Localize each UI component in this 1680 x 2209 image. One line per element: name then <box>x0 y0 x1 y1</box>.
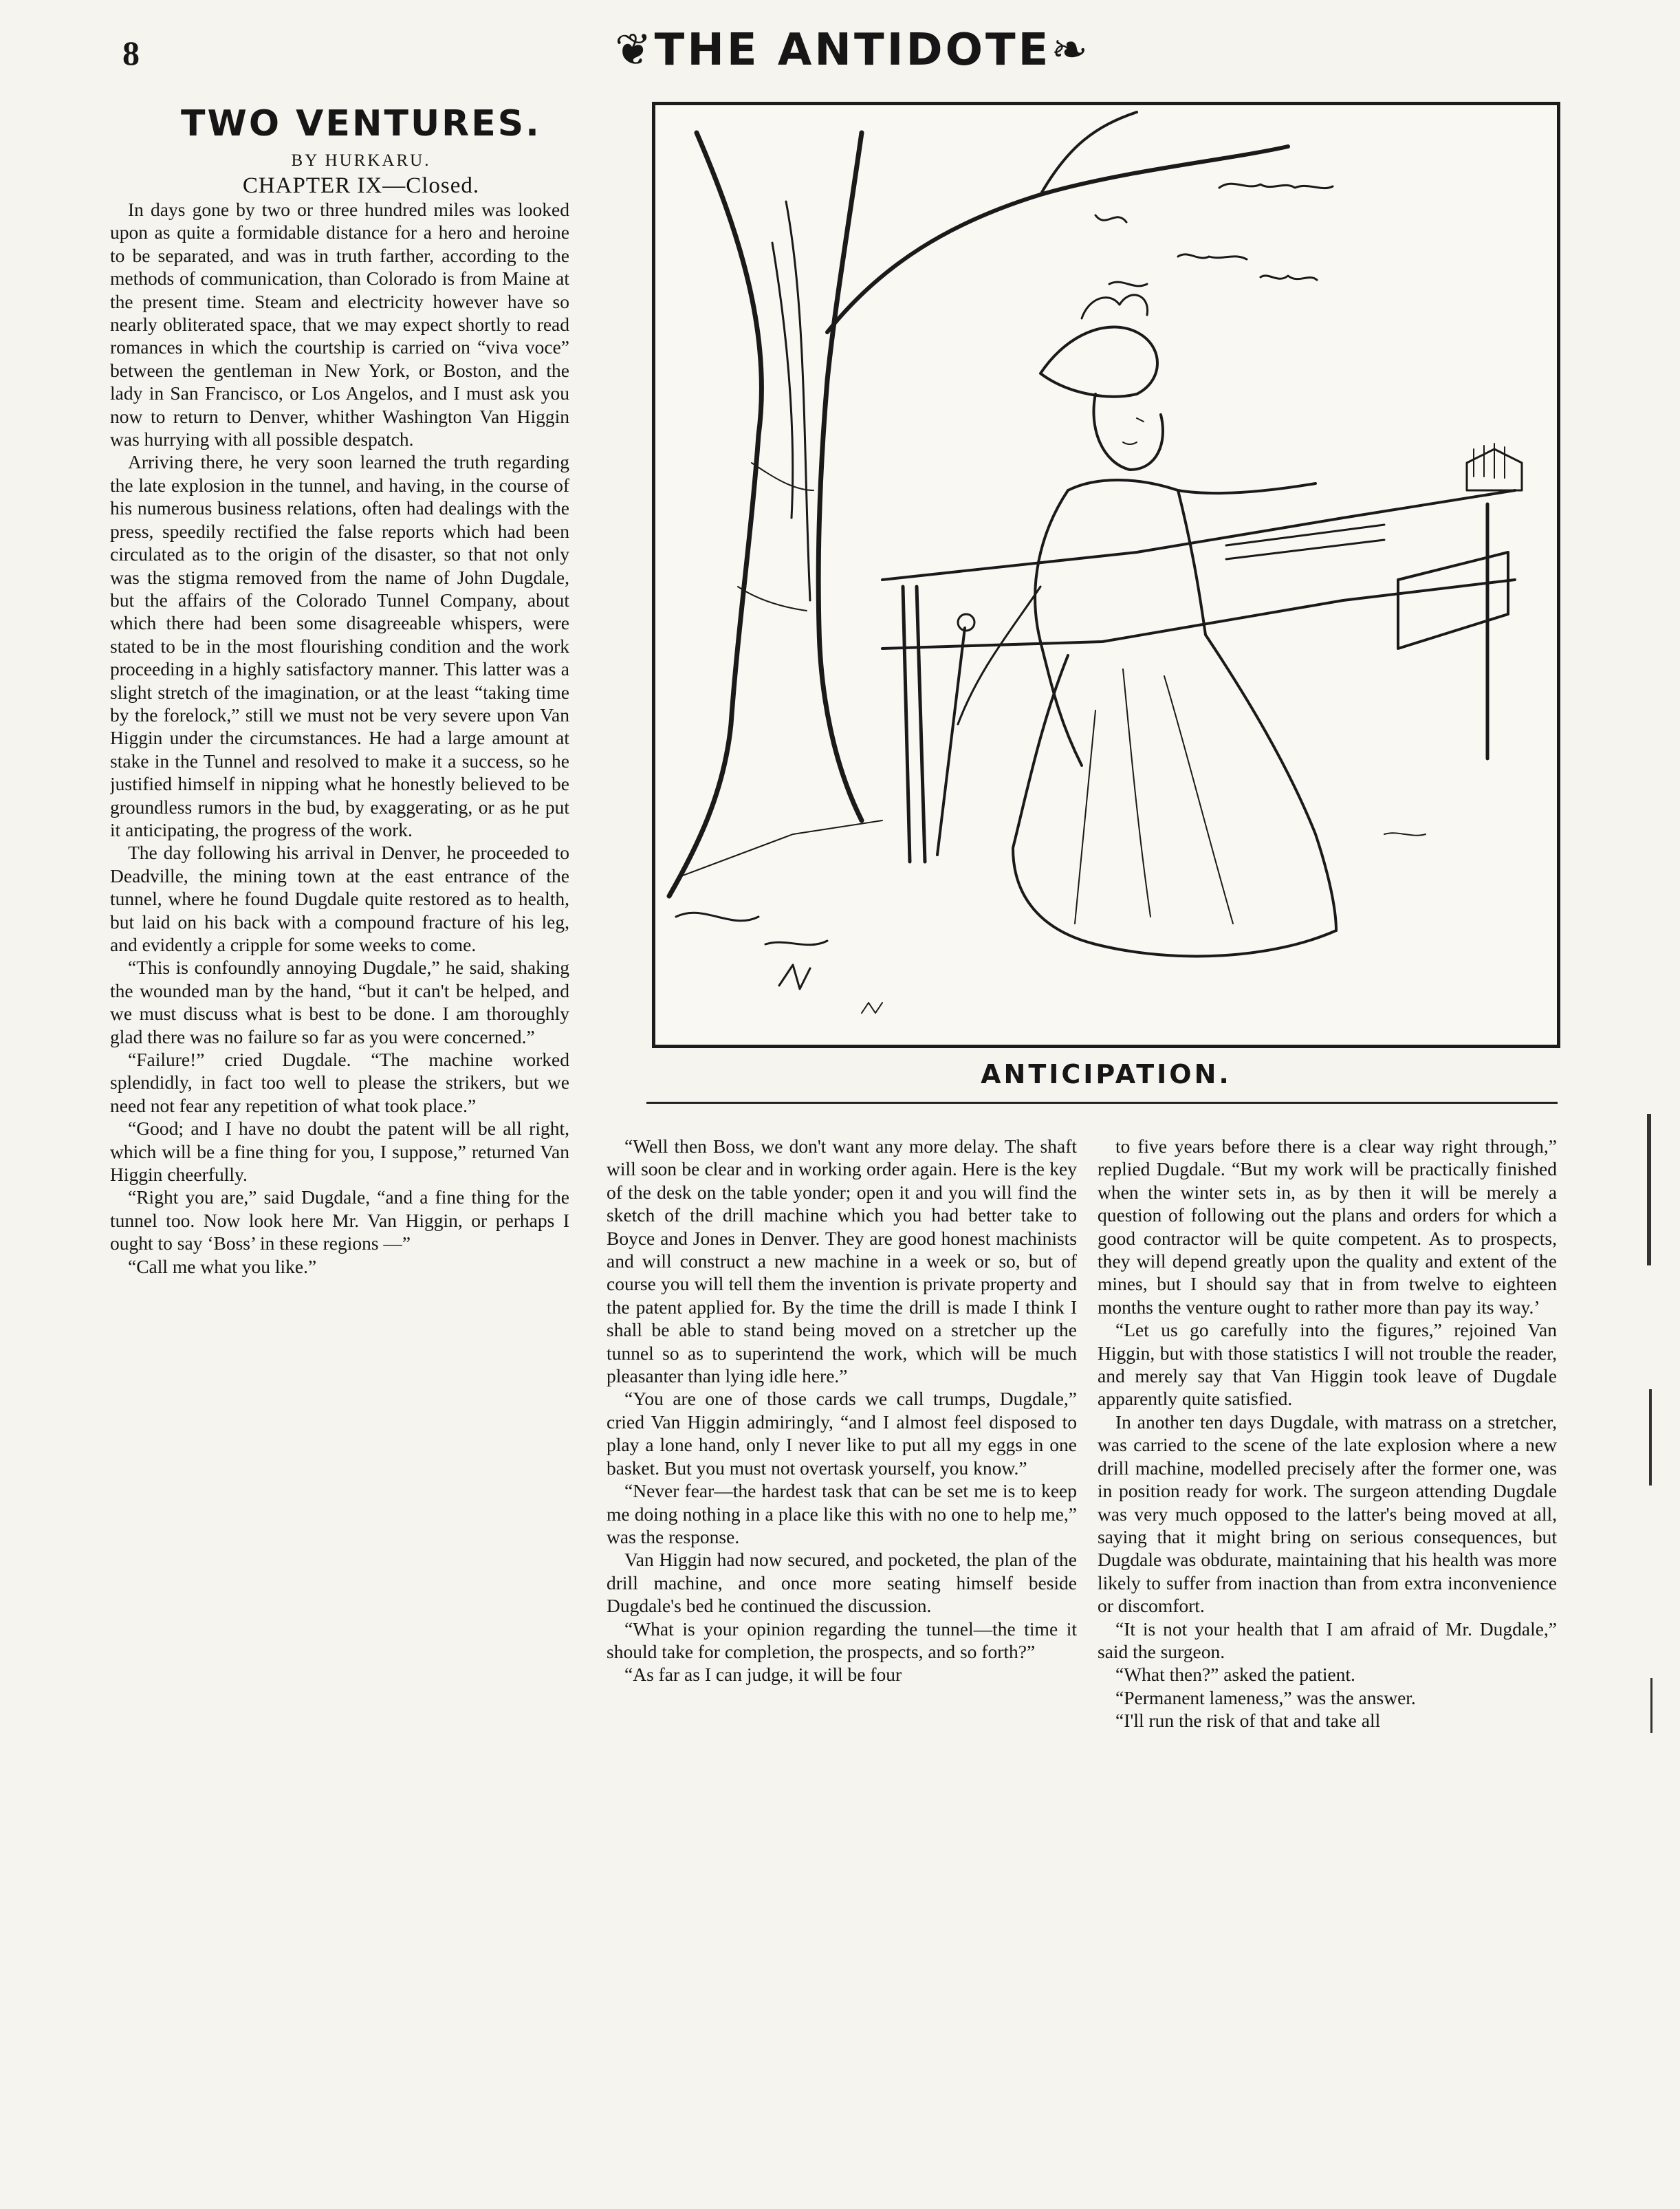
text-column-1 <box>110 198 569 2179</box>
scan-mark <box>1647 1114 1651 1265</box>
paragraph: “Never fear—the hardest task that can be set me is to keep me doing nothing in a place like this with no one to help me,” was the response. <box>607 1480 1077 1547</box>
story-title: TWO VENTURES. <box>181 103 541 144</box>
paragraph: “What then?” asked the patient. <box>1115 1664 1355 1686</box>
paragraph: “Permanent lameness,” was the answer. <box>1115 1686 1416 1708</box>
paragraph: “Let us go carefully into the figures,” rejoined Van Higgin, but with those statistics I will not trouble the reader, and merely say that Van Higgin took leave of Dugdale apparently quite satisfied. <box>1098 1319 1557 1410</box>
paragraph: “Good; and I have no doubt the patent will be all right, which will be a fine thing for you, I suppose,” returned Van Higgin cheerfully. <box>110 1118 569 1186</box>
paragraph: “Call me what you like.” <box>128 1255 317 1277</box>
masthead: ❦THE ANTIDOTE❧ <box>615 25 1091 76</box>
paragraph: Van Higgin had now secured, and pocketed, the plan of the drill machine, and once more seating himself beside Dugdale's bed he continued the discussion. <box>607 1549 1077 1617</box>
paragraph: “It is not your health that I am afraid of Mr. Dugdale,” said the surgeon. <box>1098 1618 1557 1662</box>
illustration-frame <box>652 102 1560 1048</box>
paragraph: In days gone by two or three hundred miles was looked upon as quite a formidable distance for a hero and heroine to be separated, and was in truth farther, according to the methods of communication, than Colorado is from Maine at the present time. Steam and electricity however have so nearly obliterated space, that we may expect shortly to read romances in which the courtship is carried on “viva voce” between the gentleman in New York, or Boston, and the lady in San Francisco, or Los Angelos, and I must ask you now to return to Denver, whither Washington Van Higgin was hurrying with all possible despatch. <box>110 199 569 450</box>
section-divider <box>646 1102 1558 1104</box>
paragraph: “This is confoundly annoying Dugdale,” he said, shaking the wounded man by the hand, “but it can't be helped, and we must discuss what is best to be done. I am thoroughly glad there was no failure so far as you were concerned.” <box>110 957 569 1047</box>
paragraph: The day following his arrival in Denver, he proceeded to Deadville, the mining town at the east entrance of the tunnel, where he found Dugdale quite restored as to health, but laid on his back with a compound fracture of his leg, and evidently a cripple for some weeks to come. <box>110 842 569 955</box>
illustration-drawing <box>655 105 1557 1045</box>
paragraph: “Failure!” cried Dugdale. “The machine worked splendidly, in fact too well to please the strikers, but we need not fear any repetition of what took place.” <box>110 1049 569 1116</box>
paragraph: “As far as I can judge, it will be four <box>624 1664 902 1686</box>
scan-mark <box>1650 1678 1652 1733</box>
paragraph: In another ten days Dugdale, with matrass on a stretcher, was carried to the scene of the late explosion where a new drill machine, modelled precisely after the former one, was in position ready for work. The surgeon attending Dugdale was very much opposed to the latter's being moved at all, saying that it might bring on serious consequences, but Dugdale was obdurate, maintaining that his health was more likely to suffer from inaction than from extra inconvenience or discomfort. <box>1098 1411 1557 1617</box>
paragraph: Arriving there, he very soon learned the truth regarding the late explosion in the tunnel, and having, in the course of his numerous business relations, often had dealings with the press, speedily rectified the false reports which had been circulated as to the origin of the disaster, so that not only was the stigma removed from the name of John Dugdale, but the affairs of the Colorado Tunnel Company, about which there had been some disagreeable whispers, were stated to be in the most flourishing condition and the work proceeding in a highly satisfactory manner. This latter was a slight stretch of the imagination, or at the least “taking time by the forelock,” still we must not be very severe upon Van Higgin under the circumstances. He had a large amount at stake in the Tunnel and resolved to make it a success, so he justified himself in nipping what he honestly believed to be groundless rumors in the bud, by exaggerating, or as he put it anticipating, the progress of the work. <box>110 451 569 840</box>
paragraph: “Well then Boss, we don't want any more delay. The shaft will soon be clear and in working order again. Here is the key of the desk on the table yonder; open it and you will find the sketch of the drill machine which you had better take to Boyce and Jones in Denver. They are good honest machinists and will construct a new machine in a week or so, but of course you will tell them the invention is private property and the patent applied for. By the time the drill is made I think I shall be able to stand being moved on a stretcher up the tunnel so as to superintend the work, which will be much pleasanter than lying idle here.” <box>607 1135 1077 1387</box>
scan-mark <box>1649 1389 1652 1486</box>
illustration-caption: ANTICIPATION. <box>981 1059 1232 1089</box>
text-column-2 <box>607 1135 1077 2180</box>
chapter-heading: CHAPTER IX—Closed. <box>242 173 480 198</box>
paragraph: “I'll run the risk of that and take all <box>1115 1710 1381 1732</box>
paragraph: “Right you are,” said Dugdale, “and a fine thing for the tunnel too. Now look here Mr. Van Higgin, or perhaps I ought to say ‘Boss’ in these regions —” <box>110 1186 569 1254</box>
page-number: 8 <box>122 34 140 72</box>
text-column-3 <box>1098 1135 1557 2180</box>
paragraph: to five years before there is a clear way right through,” replied Dugdale. “But my work will be practically finished when the winter sets in, as by then it will be merely a question of following out the plans and orders for which a good contractor will be quite competent. As to prospects, they will depend greatly upon the quality and extent of the mines, but I should say that in from twelve to eighteen months the venture ought to rather more than pay its way.’ <box>1098 1135 1557 1318</box>
paragraph: “What is your opinion regarding the tunnel—the time it should take for completion, the prospects, and so forth?” <box>607 1618 1077 1662</box>
story-byline: BY HURKARU. <box>291 151 431 170</box>
paragraph: “You are one of those cards we call trumps, Dugdale,” cried Van Higgin admiringly, “and I almost feel disposed to play a lone hand, only I never like to put all my eggs in one basket. But you must not overtask yourself, you know.” <box>607 1388 1077 1479</box>
